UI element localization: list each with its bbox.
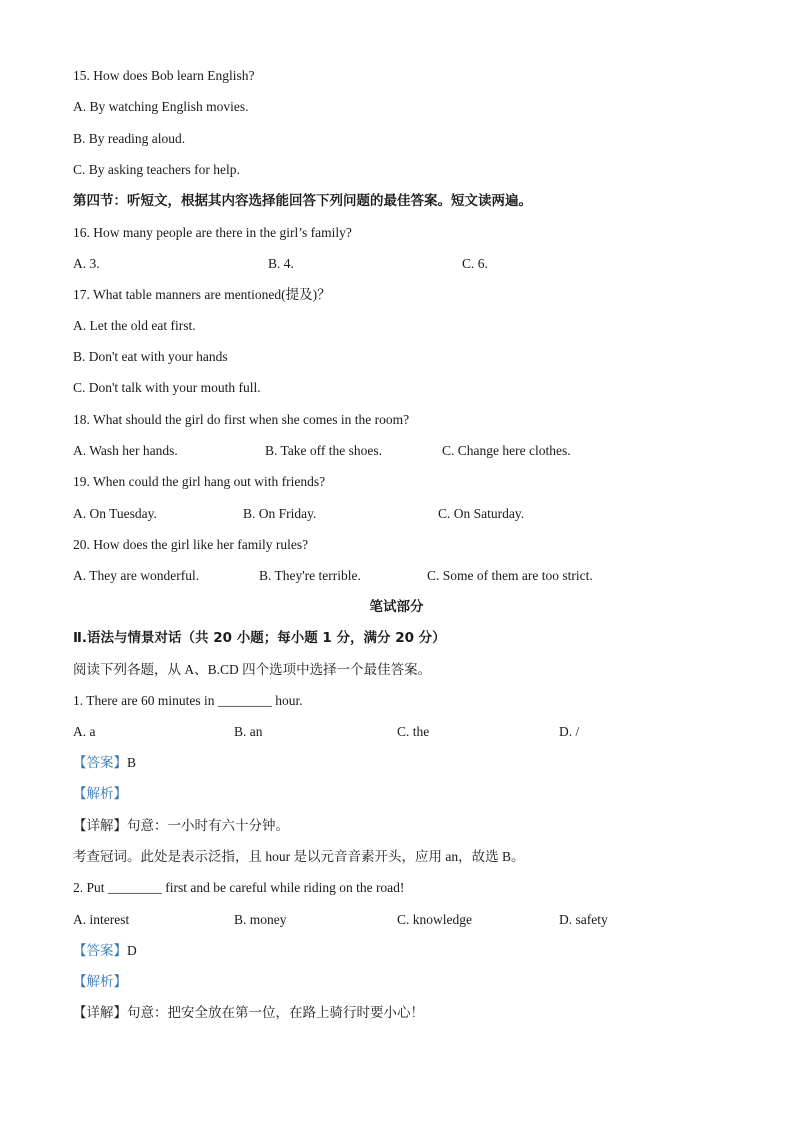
answer-tag: 【答案】: [73, 755, 127, 770]
grammar-question-1-explanation: 考查冠词。此处是表示泛指，且 hour 是以元音音素开头，应用 an，故选 B。: [73, 849, 525, 864]
question-16: 16. How many people are there in the girl’s family?: [73, 225, 352, 240]
grammar-question-1-option-a: A. a: [73, 724, 96, 739]
question-18-option-c: C. Change here clothes.: [442, 443, 571, 458]
detail-tag: 【详解】: [73, 818, 127, 833]
question-20-option-a: A. They are wonderful.: [73, 568, 200, 583]
grammar-question-1: 1. There are 60 minutes in ________ hour.: [73, 693, 303, 708]
question-20-option-c: C. Some of them are too strict.: [427, 568, 593, 583]
question-18: 18. What should the girl do first when she comes in the room?: [73, 412, 410, 427]
question-15-option-c: C. By asking teachers for help.: [73, 162, 240, 177]
grammar-question-2-option-a: A. interest: [73, 912, 130, 927]
detail-text: 句意：把安全放在第一位，在路上骑行时要小心！: [127, 1005, 424, 1020]
question-17-option-a: A. Let the old eat first.: [73, 318, 196, 333]
grammar-question-2-option-c: C. knowledge: [397, 912, 472, 927]
question-17: 17. What table manners are mentioned(提及)？: [73, 287, 331, 302]
grammar-question-1-option-d: D. /: [559, 724, 580, 739]
question-20-option-b: B. They're terrible.: [259, 568, 361, 583]
analysis-tag: 【解析】: [73, 974, 127, 989]
section-4-heading: 第四节：听短文，根据其内容选择能回答下列问题的最佳答案。短文读两遍。: [73, 193, 532, 209]
question-20: 20. How does the girl like her family rules?: [73, 537, 309, 552]
question-15: 15. How does Bob learn English?: [73, 68, 255, 83]
question-19-option-c: C. On Saturday.: [438, 506, 525, 521]
question-19-option-a: A. On Tuesday.: [73, 506, 157, 521]
grammar-question-2-detail: [73, 1004, 424, 1022]
grammar-question-1-analysis: [73, 785, 127, 803]
instructions: 阅读下列各题，从 A、B.CD 四个选项中选择一个最佳答案。: [73, 662, 432, 677]
question-16-option-c: C. 6.: [462, 256, 488, 271]
analysis-tag: 【解析】: [73, 786, 127, 801]
detail-text: 句意：一小时有六十分钟。: [127, 818, 289, 833]
question-16-option-b: B. 4.: [268, 256, 294, 271]
answer-value: B: [127, 755, 137, 770]
grammar-question-1-detail: [73, 817, 289, 835]
question-16-option-a: A. 3.: [73, 256, 100, 271]
question-18-option-b: B. Take off the shoes.: [265, 443, 383, 458]
grammar-question-2-answer: [73, 942, 137, 960]
grammar-question-2-analysis: [73, 973, 127, 991]
question-19-option-b: B. On Friday.: [243, 506, 317, 521]
grammar-question-2-option-d: D. safety: [559, 912, 608, 927]
question-15-option-b: B. By reading aloud.: [73, 131, 186, 146]
question-19: 19. When could the girl hang out with friends?: [73, 474, 326, 489]
grammar-question-1-option-c: C. the: [397, 724, 430, 739]
answer-value: D: [127, 943, 137, 958]
grammar-question-2-option-b: B. money: [234, 912, 287, 927]
detail-tag: 【详解】: [73, 1005, 127, 1020]
question-18-option-a: A. Wash her hands.: [73, 443, 178, 458]
part-2-heading: Ⅱ.语法与情景对话（共 20 小题；每小题 1 分，满分 20 分）: [73, 630, 446, 646]
grammar-question-1-answer: [73, 754, 136, 772]
question-15-option-a: A. By watching English movies.: [73, 99, 249, 114]
grammar-question-2: 2. Put ________ first and be careful while riding on the road!: [73, 880, 405, 895]
grammar-question-1-option-b: B. an: [234, 724, 263, 739]
question-17-option-b: B. Don't eat with your hands: [73, 349, 228, 364]
question-17-option-c: C. Don't talk with your mouth full.: [73, 380, 261, 395]
answer-tag: 【答案】: [73, 943, 127, 958]
written-section-title: 笔试部分: [369, 599, 424, 615]
